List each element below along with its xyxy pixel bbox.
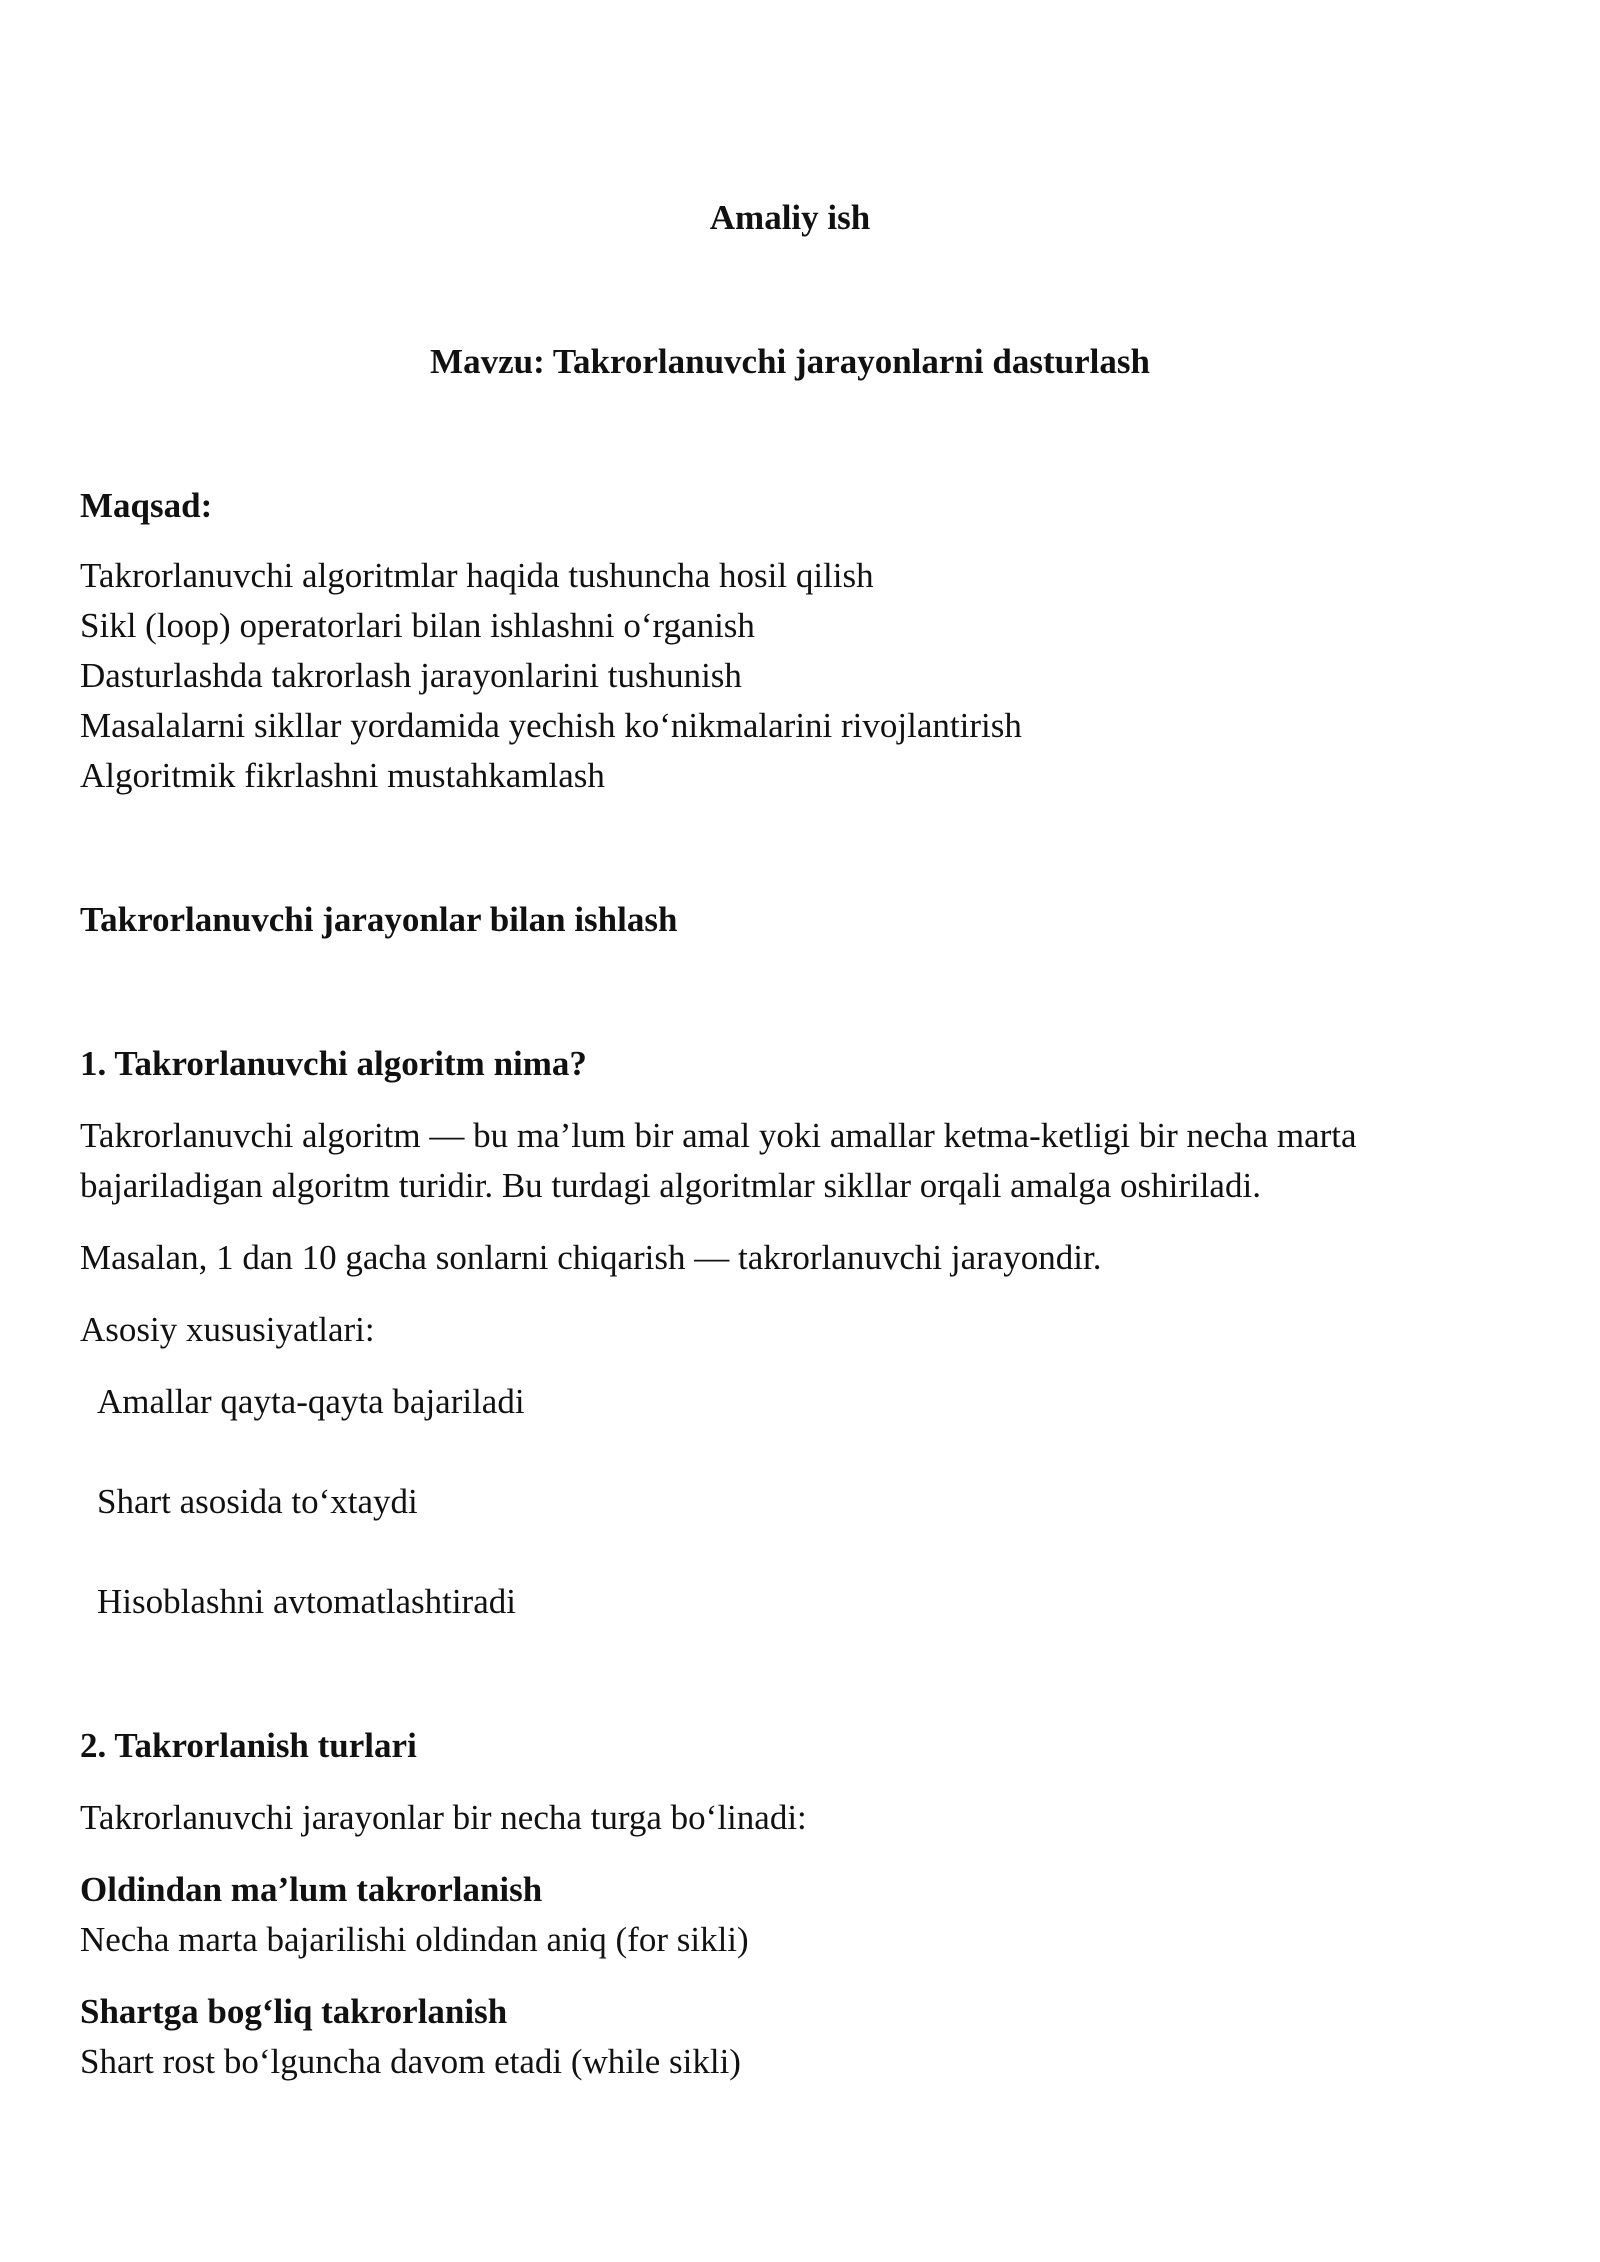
type-description: Shart rost bo‘lguncha davom etadi (while sikli)	[80, 2042, 741, 2081]
q1-paragraph-line: bajariladigan algoritm turidir. Bu turdagi algoritmlar sikllar orqali amalga oshiriladi.	[80, 1166, 1261, 1205]
goal-line: Dasturlashda takrorlash jarayonlarini tushunish	[80, 656, 742, 695]
feature-item: Amallar qayta-qayta bajariladi	[97, 1382, 525, 1421]
q1-paragraph-line: Takrorlanuvchi algoritm — bu ma’lum bir amal yoki amallar ketma-ketligi bir necha marta	[80, 1116, 1357, 1155]
features-label: Asosiy xususiyatlari:	[80, 1310, 375, 1349]
goal-line: Sikl (loop) operatorlari bilan ishlashni o‘rganish	[80, 606, 755, 645]
document-title: Amaliy ish	[709, 198, 871, 237]
q1-heading: 1. Takrorlanuvchi algoritm nima?	[80, 1044, 587, 1083]
q2-intro: Takrorlanuvchi jarayonlar bir necha turga bo‘linadi:	[80, 1798, 807, 1837]
goal-line: Masalalarni sikllar yordamida yechish ko‘nikmalarini rivojlantirish	[80, 706, 1022, 745]
goal-line: Takrorlanuvchi algoritmlar haqida tushuncha hosil qilish	[80, 556, 874, 595]
feature-item: Hisoblashni avtomatlashtiradi	[97, 1582, 516, 1621]
type-name: Oldindan ma’lum takrorlanish	[80, 1870, 543, 1909]
section-heading: Takrorlanuvchi jarayonlar bilan ishlash	[80, 900, 678, 939]
q2-heading: 2. Takrorlanish turlari	[80, 1726, 417, 1765]
goal-heading: Maqsad:	[80, 486, 213, 525]
topic-heading: Mavzu: Takrorlanuvchi jarayonlarni dasturlash	[430, 342, 1150, 381]
q1-example: Masalan, 1 dan 10 gacha sonlarni chiqarish — takrorlanuvchi jarayondir.	[80, 1238, 1102, 1277]
feature-item: Shart asosida to‘xtaydi	[97, 1482, 418, 1521]
type-name: Shartga bog‘liq takrorlanish	[80, 1992, 508, 2031]
type-description: Necha marta bajarilishi oldindan aniq (for sikli)	[80, 1920, 749, 1959]
goal-line: Algoritmik fikrlashni mustahkamlash	[80, 756, 605, 795]
